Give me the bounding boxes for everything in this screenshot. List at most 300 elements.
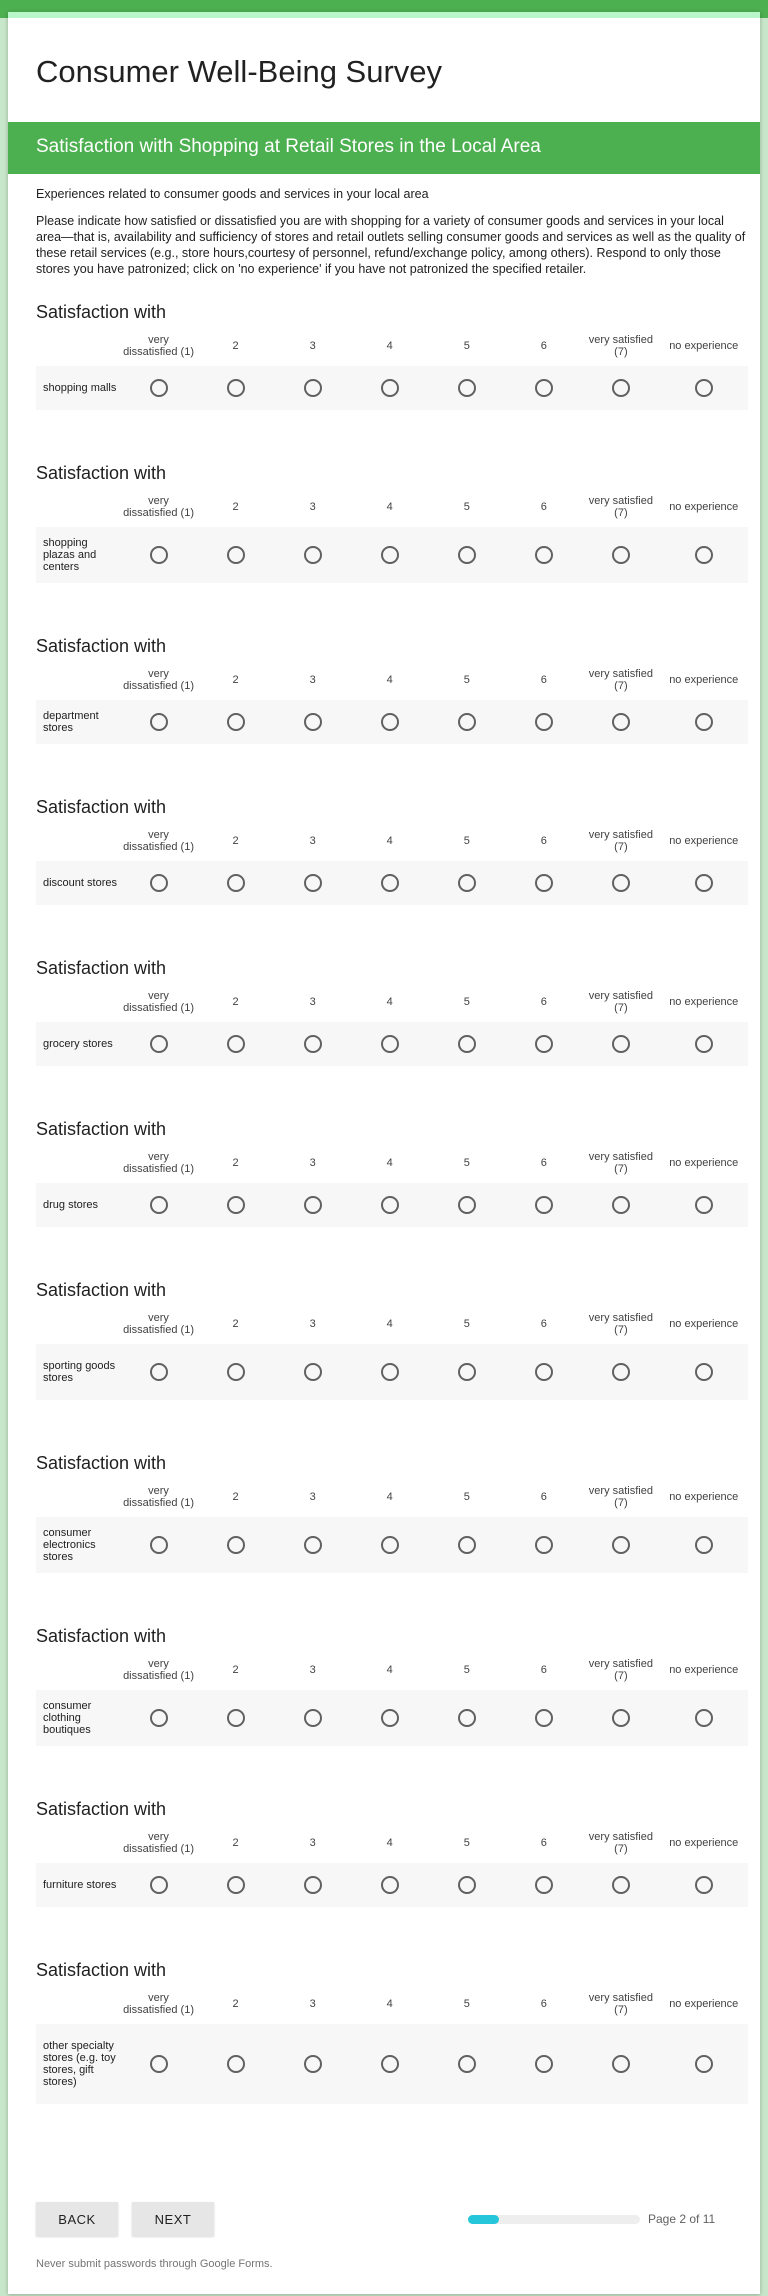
scale-label: 6 — [540, 1491, 547, 1503]
radio-cell — [120, 713, 197, 731]
scale-label: very satisfied (7) — [588, 334, 653, 358]
form-title: Consumer Well-Being Survey — [36, 54, 443, 89]
scale-label: 3 — [309, 674, 316, 686]
radio-button[interactable] — [695, 874, 713, 892]
radio-cell — [428, 1196, 505, 1214]
scale-label: 5 — [463, 835, 470, 847]
scale-label: very dissatisfied (1) — [123, 1312, 194, 1336]
progress-bar-fill — [468, 2215, 499, 2224]
radio-button[interactable] — [612, 1536, 630, 1554]
scale-label: 2 — [232, 1664, 239, 1676]
radio-button[interactable] — [227, 713, 245, 731]
radio-cell — [274, 2055, 351, 2073]
scale-header — [36, 1143, 748, 1183]
radio-button[interactable] — [535, 874, 553, 892]
scale-label: no experience — [669, 501, 739, 513]
radio-button[interactable] — [612, 1709, 630, 1727]
radio-cell — [351, 1709, 428, 1727]
scale-label: 5 — [463, 1491, 470, 1503]
scale-label: 4 — [386, 340, 393, 352]
question-title: Satisfaction with — [36, 1280, 167, 1300]
scale-label: 4 — [386, 1318, 393, 1330]
scale-header — [36, 1823, 748, 1863]
radio-button[interactable] — [612, 1035, 630, 1053]
radio-cell — [120, 1035, 197, 1053]
row-label: sporting goods stores — [43, 1360, 116, 1384]
radio-button[interactable] — [150, 874, 168, 892]
scale-label: 6 — [540, 674, 547, 686]
scale-label: 5 — [463, 1157, 470, 1169]
radio-cell — [120, 874, 197, 892]
scale-label: 5 — [463, 996, 470, 1008]
scale-label: very satisfied (7) — [588, 1658, 653, 1682]
radio-button[interactable] — [150, 1536, 168, 1554]
grid-row — [36, 700, 748, 744]
radio-cell — [582, 379, 659, 397]
radio-button[interactable] — [458, 713, 476, 731]
radio-cell — [197, 379, 274, 397]
radio-button[interactable] — [381, 1709, 399, 1727]
scale-label: very dissatisfied (1) — [123, 829, 194, 853]
radio-button[interactable] — [150, 1196, 168, 1214]
scale-label: 3 — [309, 1318, 316, 1330]
radio-button[interactable] — [227, 1196, 245, 1214]
scale-label: no experience — [669, 1318, 739, 1330]
scale-label: 2 — [232, 996, 239, 1008]
radio-cell — [120, 1196, 197, 1214]
radio-cell — [659, 1196, 748, 1214]
radio-button[interactable] — [381, 379, 399, 397]
radio-button[interactable] — [535, 379, 553, 397]
radio-cell — [582, 1536, 659, 1554]
radio-cell — [428, 546, 505, 564]
scale-label: 5 — [463, 1664, 470, 1676]
row-label: department stores — [43, 710, 99, 734]
scale-label: 4 — [386, 674, 393, 686]
radio-button[interactable] — [381, 713, 399, 731]
radio-cell — [659, 874, 748, 892]
row-label: shopping malls — [43, 382, 117, 394]
radio-button[interactable] — [535, 546, 553, 564]
row-label: consumer clothing boutiques — [43, 1700, 92, 1736]
radio-cell — [659, 1363, 748, 1381]
scale-label: 6 — [540, 1157, 547, 1169]
scale-label: 5 — [463, 501, 470, 513]
scale-header — [36, 1477, 748, 1517]
radio-cell — [274, 874, 351, 892]
radio-button[interactable] — [458, 1363, 476, 1381]
radio-button[interactable] — [535, 1876, 553, 1894]
question-title: Satisfaction with — [36, 463, 167, 483]
radio-cell — [351, 1363, 428, 1381]
radio-button[interactable] — [458, 379, 476, 397]
radio-cell — [274, 713, 351, 731]
radio-button[interactable] — [150, 713, 168, 731]
scale-label: very dissatisfied (1) — [123, 1831, 194, 1855]
radio-cell — [351, 1196, 428, 1214]
radio-cell — [274, 379, 351, 397]
radio-button[interactable] — [612, 1196, 630, 1214]
question-grid — [36, 636, 748, 744]
scale-label: 4 — [386, 501, 393, 513]
radio-cell — [197, 1536, 274, 1554]
radio-button[interactable] — [458, 874, 476, 892]
scale-label: very dissatisfied (1) — [123, 1485, 194, 1509]
scale-label: 4 — [386, 1998, 393, 2010]
scale-label: no experience — [669, 674, 739, 686]
radio-cell — [351, 2055, 428, 2073]
radio-button[interactable] — [381, 1363, 399, 1381]
radio-cell — [505, 379, 582, 397]
radio-button[interactable] — [458, 1035, 476, 1053]
radio-button[interactable] — [150, 1363, 168, 1381]
radio-cell — [428, 713, 505, 731]
scale-label: very satisfied (7) — [588, 495, 653, 519]
radio-button[interactable] — [227, 2055, 245, 2073]
radio-button[interactable] — [381, 1196, 399, 1214]
radio-button[interactable] — [227, 1536, 245, 1554]
grid-row — [36, 1517, 748, 1573]
scale-label: 2 — [232, 501, 239, 513]
radio-cell — [274, 1876, 351, 1894]
scale-label: 6 — [540, 1837, 547, 1849]
grid-row — [36, 1183, 748, 1227]
question-grid — [36, 1960, 748, 2104]
scale-label: 6 — [540, 835, 547, 847]
radio-cell — [274, 1035, 351, 1053]
row-label: grocery stores — [43, 1038, 113, 1050]
scale-label: no experience — [669, 1664, 739, 1676]
radio-cell — [659, 1035, 748, 1053]
question-title: Satisfaction with — [36, 958, 167, 978]
radio-button[interactable] — [535, 1709, 553, 1727]
scale-label: 3 — [309, 1157, 316, 1169]
scale-label: very dissatisfied (1) — [123, 334, 194, 358]
scale-label: 2 — [232, 1837, 239, 1849]
scale-label: very dissatisfied (1) — [123, 1992, 194, 2016]
radio-button[interactable] — [227, 1363, 245, 1381]
radio-cell — [659, 1876, 748, 1894]
radio-cell — [274, 1196, 351, 1214]
radio-button[interactable] — [695, 1536, 713, 1554]
scale-label: 5 — [463, 1318, 470, 1330]
radio-button[interactable] — [458, 1536, 476, 1554]
radio-cell — [197, 2055, 274, 2073]
radio-button[interactable] — [695, 1196, 713, 1214]
footer-disclaimer: Never submit passwords through Google Forms. — [36, 2258, 273, 2270]
radio-button[interactable] — [535, 1035, 553, 1053]
radio-cell — [505, 1709, 582, 1727]
radio-cell — [582, 2055, 659, 2073]
row-label: discount stores — [43, 877, 117, 889]
radio-cell — [428, 1035, 505, 1053]
radio-button[interactable] — [695, 713, 713, 731]
scale-label: 3 — [309, 1664, 316, 1676]
radio-button[interactable] — [304, 1709, 322, 1727]
radio-cell — [351, 379, 428, 397]
row-label: furniture stores — [43, 1879, 117, 1891]
scale-label: 3 — [309, 835, 316, 847]
radio-cell — [197, 874, 274, 892]
radio-button[interactable] — [227, 874, 245, 892]
radio-cell — [505, 1035, 582, 1053]
scale-label: 4 — [386, 1491, 393, 1503]
scale-label: very satisfied (7) — [588, 1831, 653, 1855]
radio-cell — [505, 1876, 582, 1894]
radio-button[interactable] — [150, 2055, 168, 2073]
radio-cell — [428, 2055, 505, 2073]
scale-label: very satisfied (7) — [588, 1992, 653, 2016]
scale-label: 6 — [540, 996, 547, 1008]
scale-label: very dissatisfied (1) — [123, 495, 194, 519]
radio-cell — [120, 546, 197, 564]
radio-button[interactable] — [612, 1363, 630, 1381]
scale-label: 4 — [386, 996, 393, 1008]
radio-button[interactable] — [612, 379, 630, 397]
scale-label: 3 — [309, 1837, 316, 1849]
radio-cell — [120, 1709, 197, 1727]
radio-button[interactable] — [150, 546, 168, 564]
question-title: Satisfaction with — [36, 797, 167, 817]
progress-bar — [468, 2215, 640, 2224]
question-title: Satisfaction with — [36, 1626, 167, 1646]
radio-cell — [120, 1536, 197, 1554]
radio-button[interactable] — [150, 379, 168, 397]
radio-cell — [428, 1876, 505, 1894]
row-label: shopping plazas and centers — [43, 537, 97, 573]
radio-button[interactable] — [458, 1196, 476, 1214]
radio-cell — [351, 713, 428, 731]
radio-cell — [582, 1709, 659, 1727]
scale-label: very satisfied (7) — [588, 829, 653, 853]
grid-row — [36, 861, 748, 905]
grid-row — [36, 1863, 748, 1907]
radio-cell — [582, 1035, 659, 1053]
radio-cell — [351, 1035, 428, 1053]
radio-button[interactable] — [304, 1536, 322, 1554]
radio-cell — [659, 2055, 748, 2073]
next-button[interactable]: NEXT — [132, 2202, 214, 2236]
radio-button[interactable] — [304, 546, 322, 564]
radio-cell — [351, 1876, 428, 1894]
radio-button[interactable] — [695, 1709, 713, 1727]
radio-button[interactable] — [381, 1536, 399, 1554]
radio-cell — [351, 1536, 428, 1554]
radio-cell — [428, 1536, 505, 1554]
scale-label: 6 — [540, 1664, 547, 1676]
scale-label: 3 — [309, 340, 316, 352]
radio-button[interactable] — [458, 1709, 476, 1727]
radio-button[interactable] — [227, 1035, 245, 1053]
scale-label: no experience — [669, 1998, 739, 2010]
radio-button[interactable] — [381, 546, 399, 564]
radio-button[interactable] — [304, 1196, 322, 1214]
grid-row — [36, 527, 748, 583]
scale-label: no experience — [669, 1837, 739, 1849]
radio-button[interactable] — [612, 2055, 630, 2073]
question-grid — [36, 797, 748, 905]
radio-button[interactable] — [381, 1035, 399, 1053]
scale-label: 2 — [232, 1998, 239, 2010]
section-header: Satisfaction with Shopping at Retail Stores in the Local Area — [8, 122, 760, 174]
scale-header — [36, 982, 748, 1022]
radio-button[interactable] — [535, 2055, 553, 2073]
radio-button[interactable] — [304, 2055, 322, 2073]
radio-button[interactable] — [535, 1536, 553, 1554]
radio-cell — [582, 713, 659, 731]
radio-button[interactable] — [304, 1363, 322, 1381]
radio-button[interactable] — [535, 1196, 553, 1214]
radio-cell — [274, 1709, 351, 1727]
radio-button[interactable] — [695, 1876, 713, 1894]
scale-label: 3 — [309, 996, 316, 1008]
radio-cell — [505, 1363, 582, 1381]
radio-button[interactable] — [458, 1876, 476, 1894]
scale-header — [36, 1304, 748, 1344]
radio-cell — [505, 2055, 582, 2073]
radio-cell — [505, 1536, 582, 1554]
scale-header — [36, 660, 748, 700]
radio-button[interactable] — [150, 1876, 168, 1894]
radio-button[interactable] — [381, 874, 399, 892]
radio-button[interactable] — [695, 379, 713, 397]
question-grid — [36, 958, 748, 1066]
radio-button[interactable] — [695, 1363, 713, 1381]
scale-label: very satisfied (7) — [588, 668, 653, 692]
radio-button[interactable] — [150, 1709, 168, 1727]
back-button[interactable]: BACK — [36, 2202, 118, 2236]
radio-cell — [505, 1196, 582, 1214]
scale-label: 6 — [540, 340, 547, 352]
scale-label: no experience — [669, 1491, 739, 1503]
scale-label: 3 — [309, 1491, 316, 1503]
radio-cell — [428, 1363, 505, 1381]
question-title: Satisfaction with — [36, 1453, 167, 1473]
radio-cell — [351, 874, 428, 892]
scale-label: no experience — [669, 996, 739, 1008]
radio-cell — [274, 1536, 351, 1554]
question-title: Satisfaction with — [36, 636, 167, 656]
scale-label: 5 — [463, 340, 470, 352]
question-grid — [36, 463, 748, 583]
scale-label: 5 — [463, 1837, 470, 1849]
question-title: Satisfaction with — [36, 1799, 167, 1819]
radio-button[interactable] — [227, 379, 245, 397]
radio-cell — [197, 1363, 274, 1381]
scale-label: no experience — [669, 1157, 739, 1169]
radio-cell — [428, 1709, 505, 1727]
radio-cell — [582, 1876, 659, 1894]
radio-cell — [428, 379, 505, 397]
radio-button[interactable] — [695, 546, 713, 564]
instructions-text: Please indicate how satisfied or dissatisfied you are with shopping for a variety of consumer goods and services in your local area—that is, availability and sufficiency of stores and retail outlets selling consumer goods and services as well as the quality of these retail services (e.g., store hours,courtesy of personnel, refund/exchange policy, among others). Respond to only those stores you have patronized; click on 'no experience' if you have not patronized the specified retailer. — [36, 214, 746, 276]
page-indicator: Page 2 of 11 — [648, 2212, 716, 2226]
radio-button[interactable] — [304, 379, 322, 397]
scale-label: very satisfied (7) — [588, 1312, 653, 1336]
radio-cell — [197, 546, 274, 564]
scale-header — [36, 1984, 748, 2024]
radio-cell — [582, 1196, 659, 1214]
scale-label: very satisfied (7) — [588, 990, 653, 1014]
section-description — [36, 186, 748, 277]
scale-label: no experience — [669, 835, 739, 847]
radio-button[interactable] — [612, 546, 630, 564]
radio-button[interactable] — [381, 1876, 399, 1894]
grid-row — [36, 1344, 748, 1400]
scale-label: very dissatisfied (1) — [123, 1151, 194, 1175]
radio-cell — [197, 1876, 274, 1894]
radio-cell — [120, 379, 197, 397]
radio-button[interactable] — [458, 546, 476, 564]
radio-cell — [120, 1876, 197, 1894]
scale-label: very satisfied (7) — [588, 1151, 653, 1175]
radio-cell — [659, 379, 748, 397]
scale-label: very dissatisfied (1) — [123, 990, 194, 1014]
radio-button[interactable] — [458, 2055, 476, 2073]
question-title: Satisfaction with — [36, 1119, 167, 1139]
scale-label: 2 — [232, 674, 239, 686]
radio-button[interactable] — [535, 1363, 553, 1381]
scale-header — [36, 487, 748, 527]
radio-button[interactable] — [535, 713, 553, 731]
form-card — [8, 12, 760, 2294]
scale-header — [36, 326, 748, 366]
radio-cell — [659, 1536, 748, 1554]
radio-cell — [351, 546, 428, 564]
question-grid — [36, 302, 748, 410]
radio-button[interactable] — [612, 1876, 630, 1894]
radio-button[interactable] — [304, 1876, 322, 1894]
scale-label: 6 — [540, 1998, 547, 2010]
radio-button[interactable] — [304, 1035, 322, 1053]
question-title: Satisfaction with — [36, 302, 167, 322]
radio-button[interactable] — [612, 713, 630, 731]
radio-button[interactable] — [227, 1876, 245, 1894]
question-grid — [36, 1453, 748, 1573]
radio-cell — [582, 546, 659, 564]
radio-cell — [274, 546, 351, 564]
scale-label: very dissatisfied (1) — [123, 668, 194, 692]
radio-button[interactable] — [695, 2055, 713, 2073]
question-grid — [36, 1626, 748, 1746]
radio-button[interactable] — [304, 713, 322, 731]
scale-label: 6 — [540, 1318, 547, 1330]
radio-cell — [582, 874, 659, 892]
question-grid — [36, 1799, 748, 1907]
grid-row — [36, 1690, 748, 1746]
scale-label: 2 — [232, 340, 239, 352]
grid-row — [36, 2024, 748, 2104]
radio-button[interactable] — [150, 1035, 168, 1053]
radio-button[interactable] — [612, 874, 630, 892]
radio-button[interactable] — [304, 874, 322, 892]
scale-label: 2 — [232, 1157, 239, 1169]
radio-cell — [120, 1363, 197, 1381]
scale-label: 5 — [463, 674, 470, 686]
scale-header — [36, 821, 748, 861]
radio-button[interactable] — [227, 1709, 245, 1727]
scale-label: 4 — [386, 1157, 393, 1169]
radio-button[interactable] — [227, 546, 245, 564]
radio-button[interactable] — [381, 2055, 399, 2073]
question-grid — [36, 1119, 748, 1227]
radio-button[interactable] — [695, 1035, 713, 1053]
radio-cell — [582, 1363, 659, 1381]
radio-cell — [505, 546, 582, 564]
row-label: consumer electronics stores — [43, 1527, 96, 1563]
radio-cell — [505, 713, 582, 731]
grid-row — [36, 366, 748, 410]
